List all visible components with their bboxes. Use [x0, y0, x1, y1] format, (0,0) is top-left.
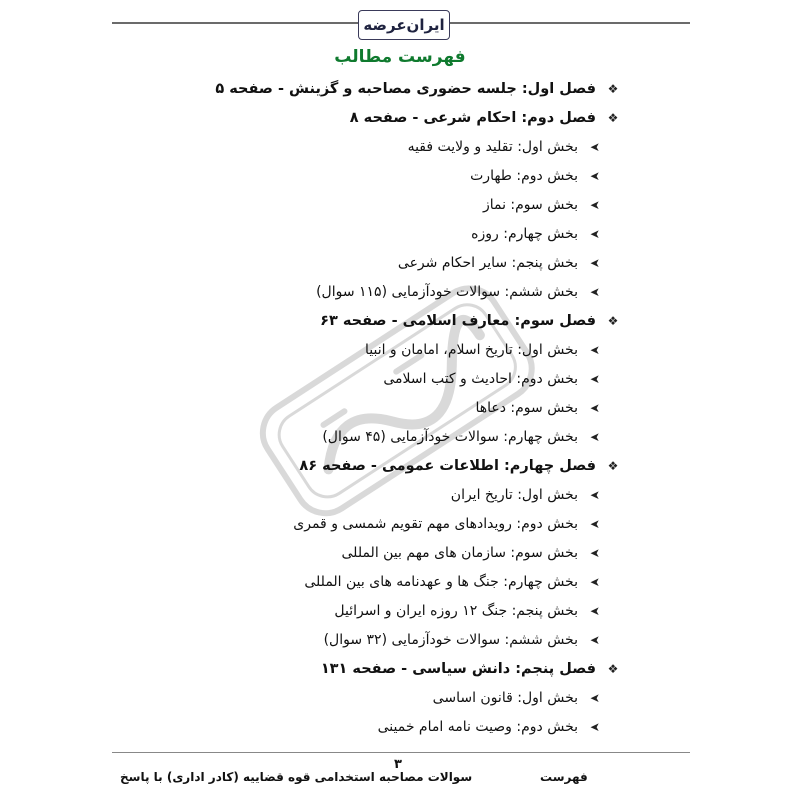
- toc-entry-text: فصل چهارم: اطلاعات عمومی - صفحه ۸۶: [299, 457, 596, 474]
- toc-entry-text: بخش دوم: وصیت نامه امام خمینی: [377, 718, 578, 735]
- toc-entry-text: بخش سوم: دعاها: [475, 399, 578, 416]
- toc-entry-text: بخش پنجم: سایر احکام شرعی: [397, 254, 578, 271]
- toc-section: [142, 625, 622, 654]
- header-divider-right: [448, 22, 690, 24]
- arrowhead-bullet-icon: ➤: [589, 690, 601, 705]
- table-of-contents: [142, 74, 622, 741]
- toc-section: [142, 393, 622, 422]
- arrowhead-bullet-icon: ➤: [589, 226, 601, 241]
- toc-chapter: [142, 306, 622, 335]
- arrowhead-bullet-icon: ➤: [589, 429, 601, 444]
- arrowhead-bullet-icon: ➤: [589, 719, 601, 734]
- toc-section: [142, 219, 622, 248]
- diamond-bullet-icon: ❖: [607, 110, 619, 125]
- toc-entry-text: بخش دوم: احادیث و کتب اسلامی: [383, 370, 578, 387]
- toc-section: [142, 596, 622, 625]
- arrowhead-bullet-icon: ➤: [589, 371, 601, 386]
- page-number: ۳: [394, 757, 402, 772]
- footer-book-title: سوالات مصاحبه استخدامی قوه قضاییه (کادر اداری) با پاسخ: [120, 770, 473, 784]
- toc-chapter: [142, 451, 622, 480]
- toc-entry-text: بخش چهارم: جنگ ها و عهدنامه های بین المللی: [304, 573, 578, 590]
- diamond-bullet-icon: ❖: [607, 313, 619, 328]
- arrowhead-bullet-icon: ➤: [589, 197, 601, 212]
- toc-section: [142, 538, 622, 567]
- toc-chapter: [142, 74, 622, 103]
- toc-entry-text: بخش ششم: سوالات خودآزمایی (۳۲ سوال): [323, 631, 578, 648]
- toc-section: [142, 683, 622, 712]
- toc-entry-text: بخش اول: تقلید و ولایت فقیه: [407, 138, 578, 155]
- toc-entry-text: بخش اول: قانون اساسی: [432, 689, 578, 706]
- toc-entry-text: بخش سوم: سازمان های مهم بین المللی: [341, 544, 578, 561]
- toc-entry-text: بخش پنجم: جنگ ۱۲ روزه ایران و اسرائیل: [334, 602, 578, 619]
- arrowhead-bullet-icon: ➤: [589, 545, 601, 560]
- toc-section: [142, 277, 622, 306]
- diamond-bullet-icon: ❖: [607, 458, 619, 473]
- toc-entry-text: بخش دوم: رویدادهای مهم تقویم شمسی و قمری: [293, 515, 578, 532]
- arrowhead-bullet-icon: ➤: [589, 574, 601, 589]
- toc-section: [142, 422, 622, 451]
- footer-divider: [112, 752, 690, 753]
- toc-entry-text: بخش سوم: نماز: [482, 196, 578, 213]
- footer-section-label: فهرست: [540, 770, 588, 784]
- toc-entry-text: بخش چهارم: روزه: [471, 225, 578, 242]
- toc-entry-text: بخش اول: تاریخ ایران: [450, 486, 578, 503]
- toc-entry-text: فصل دوم: احکام شرعی - صفحه ۸: [349, 109, 596, 126]
- arrowhead-bullet-icon: ➤: [589, 603, 601, 618]
- arrowhead-bullet-icon: ➤: [589, 516, 601, 531]
- toc-entry-text: بخش ششم: سوالات خودآزمایی (۱۱۵ سوال): [316, 283, 578, 300]
- toc-section: [142, 712, 622, 741]
- toc-chapter: [142, 103, 622, 132]
- toc-section: [142, 248, 622, 277]
- toc-entry-text: بخش اول: تاریخ اسلام، امامان و انبیا: [364, 341, 578, 358]
- diamond-bullet-icon: ❖: [607, 81, 619, 96]
- toc-section: [142, 567, 622, 596]
- arrowhead-bullet-icon: ➤: [589, 400, 601, 415]
- arrowhead-bullet-icon: ➤: [589, 284, 601, 299]
- arrowhead-bullet-icon: ➤: [589, 342, 601, 357]
- toc-section: [142, 161, 622, 190]
- toc-section: [142, 364, 622, 393]
- diamond-bullet-icon: ❖: [607, 661, 619, 676]
- toc-chapter: [142, 654, 622, 683]
- arrowhead-bullet-icon: ➤: [589, 255, 601, 270]
- toc-section: [142, 132, 622, 161]
- arrowhead-bullet-icon: ➤: [589, 487, 601, 502]
- toc-section: [142, 335, 622, 364]
- toc-entry-text: فصل سوم: معارف اسلامی - صفحه ۶۳: [320, 312, 596, 329]
- brand-logo: [358, 10, 450, 40]
- arrowhead-bullet-icon: ➤: [589, 139, 601, 154]
- arrowhead-bullet-icon: ➤: [589, 168, 601, 183]
- toc-title: فهرست مطالب: [334, 47, 466, 67]
- brand-logo-text: ایران‌عرضه: [363, 16, 445, 34]
- toc-section: [142, 190, 622, 219]
- toc-entry-text: بخش چهارم: سوالات خودآزمایی (۴۵ سوال): [322, 428, 578, 445]
- toc-entry-text: بخش دوم: طهارت: [470, 167, 578, 184]
- toc-entry-text: فصل پنجم: دانش سیاسی - صفحه ۱۳۱: [320, 660, 596, 677]
- toc-section: [142, 480, 622, 509]
- header-divider-left: [112, 22, 358, 24]
- toc-entry-text: فصل اول: جلسه حضوری مصاحبه و گزینش - صفحه ۵: [215, 80, 596, 97]
- arrowhead-bullet-icon: ➤: [589, 632, 601, 647]
- toc-section: [142, 509, 622, 538]
